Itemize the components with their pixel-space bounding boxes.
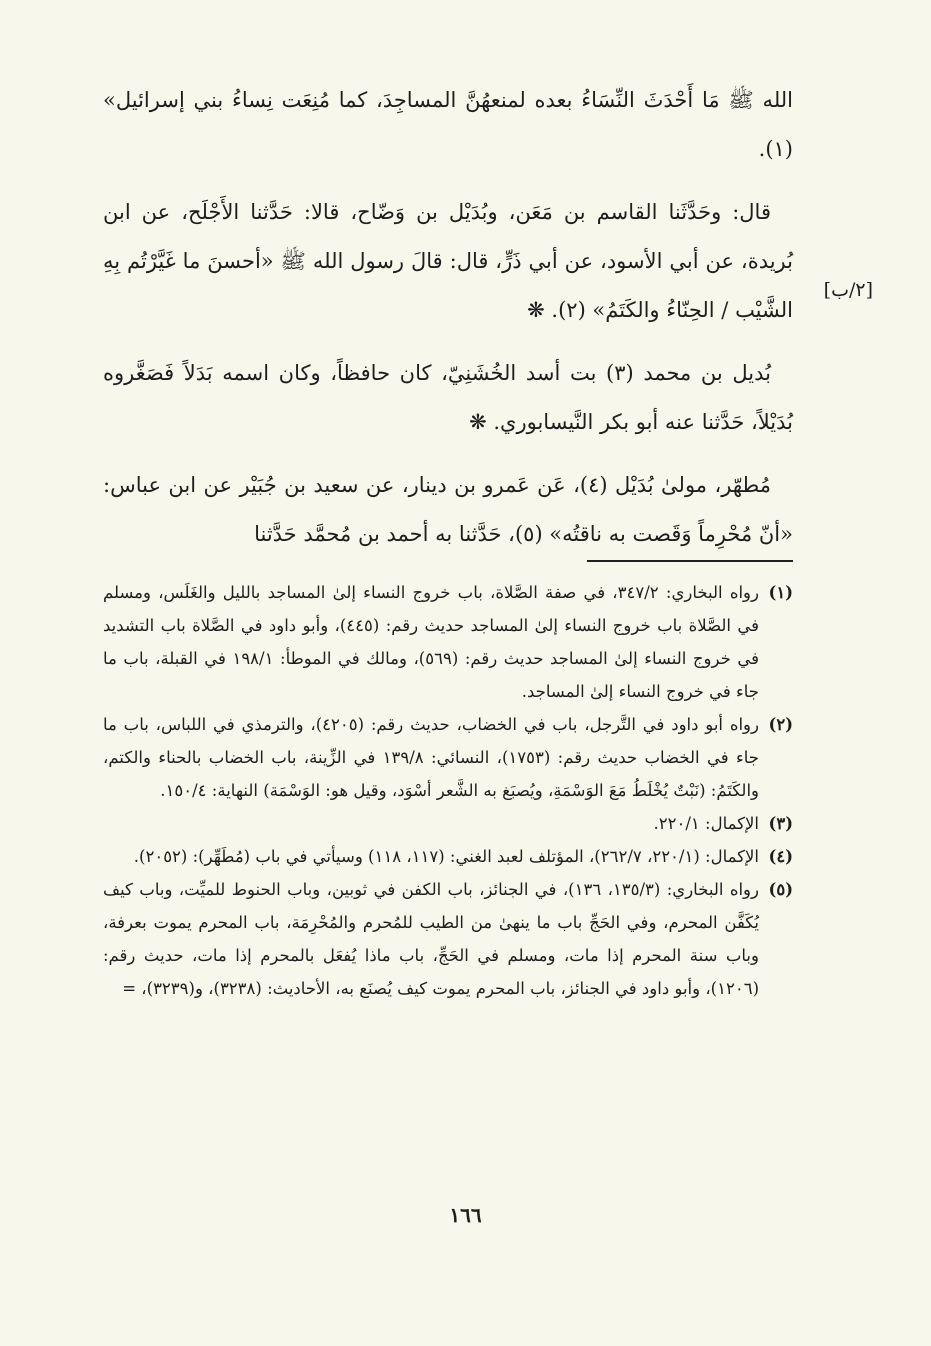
main-paragraph-3: بُديل بن محمد (٣) بت أسد الخُشَنِيّ، كان حافظاً، وكان اسمه بَدَلاً فَصَغَّروه بُدَيْلاً، حَدَّثنا عنه أبو بكر النَّيسابوري. ❋ (103, 361, 793, 434)
footnote-2 (103, 708, 793, 807)
footnote-number: (٢) (768, 715, 793, 734)
main-text (103, 76, 793, 573)
footnote-number: (٤) (768, 847, 793, 866)
footnote-text: الإكمال: ٢٢٠/١. (653, 814, 759, 833)
footnotes (103, 576, 793, 1005)
footnote-text: رواه أبو داود في التَّرجل، باب في الخضاب، حديث رقم: (٤٢٠٥)، والترمذي في اللباس، باب ما جاء في الخضاب حديث رقم: (١٧٥٣)، النسائي: ١٣٩/٨ في الزِّينة، باب الخضاب بالحناء والكتم، والكَتَمُ: (نَبْتٌ يُخْلَطُ مَعَ الوَسْمَةِ، ويُصبَغ به الشَّعر أسْوَد، وقيل هو: الوَسْمَة) النهاية: ١٥٠/٤. (103, 715, 759, 800)
footnote-text: رواه البخاري: (١٣٥/٣، ١٣٦)، في الجنائز، باب الكفن في ثوبين، وباب الحنوط للميِّت، وباب كيف يُكَفَّن المحرم، وفي الحَجِّ باب ما ينهىٰ من الطيب للمُحرم والمُحْرِمَة، باب المحرم يموت بعرفة، وباب سنة المحرم إذا مات، ومسلم في الحَجِّ، باب ماذا يُفعَل بالمحرم إذا مات، حديث رقم: (١٢٠٦)، وأبو داود في الجنائز، باب المحرم يموت كيف يُصنَع به، الأحاديث: (٣٢٣٨)، و(٣٢٣٩)، = (103, 880, 759, 998)
footnote-number: (٥) (768, 880, 793, 899)
main-paragraph-1: الله ﷺ مَا أَحْدَثَ النِّسَاءُ بعده لمنعهُنَّ المساجِدَ، كما مُنِعَت نِساءُ بني إسرائيل» (١). (103, 88, 793, 161)
footnote-divider (587, 560, 793, 562)
footnote-1 (103, 576, 793, 708)
margin-folio-marker: [٢/ب] (823, 279, 873, 301)
main-paragraph-4: مُطهّر، مولىٰ بُدَيْل (٤)، عَن عَمرو بن دينار، عن سعيد بن جُبَيْر عن ابن عباس: «أنّ مُحْرِماً وَقَصت به ناقتُه» (٥)، حَدَّثنا به أحمد بن مُحمَّد حَدَّثنا (103, 473, 793, 546)
footnote-4 (103, 840, 793, 873)
footnote-number: (٣) (768, 814, 793, 833)
footnote-3 (103, 807, 793, 840)
footnote-text: رواه البخاري: ٣٤٧/٢، في صفة الصَّلاة، باب خروج النساء إلىٰ المساجد بالليل والغَلَس، ومسلم في الصَّلاة باب خروج النساء إلىٰ المساجد حديث رقم: (٤٤٥)، وأبو داود في الصَّلاة باب التشديد في خروج النساء إلىٰ المساجد حديث رقم: (٥٦٩)، ومالك في الموطأ: ١٩٨/١ في القبلة، باب ما جاء في خروج النساء إلىٰ المساجد. (103, 583, 759, 701)
page-number: ١٦٦ (449, 1203, 482, 1227)
footnote-number: (١) (768, 583, 793, 602)
main-paragraph-2: قال: وحَدَّثَنا القاسم بن مَعَن، وبُدَيْل بن وَضّاح، قالا: حَدَّثنا الأَجْلَح، عن ابن بُريدة، عن أبي الأسود، عن أبي ذَرٍّ، قال: قالَ رسول الله ﷺ «أحسنَ ما غَيَّرْتُم بِهِ الشَّيْب / الحِنّاءُ والكَتَمُ» (٢). ❋ (103, 200, 793, 322)
footnote-5 (103, 873, 793, 1005)
footnote-text: الإكمال: (٢٢٠/١، ٢٦٢/٧)، المؤتلف لعبد الغني: (١١٧، ١١٨) وسيأتي في باب (مُطَهِّر): (٢٠٥٢). (133, 847, 759, 866)
